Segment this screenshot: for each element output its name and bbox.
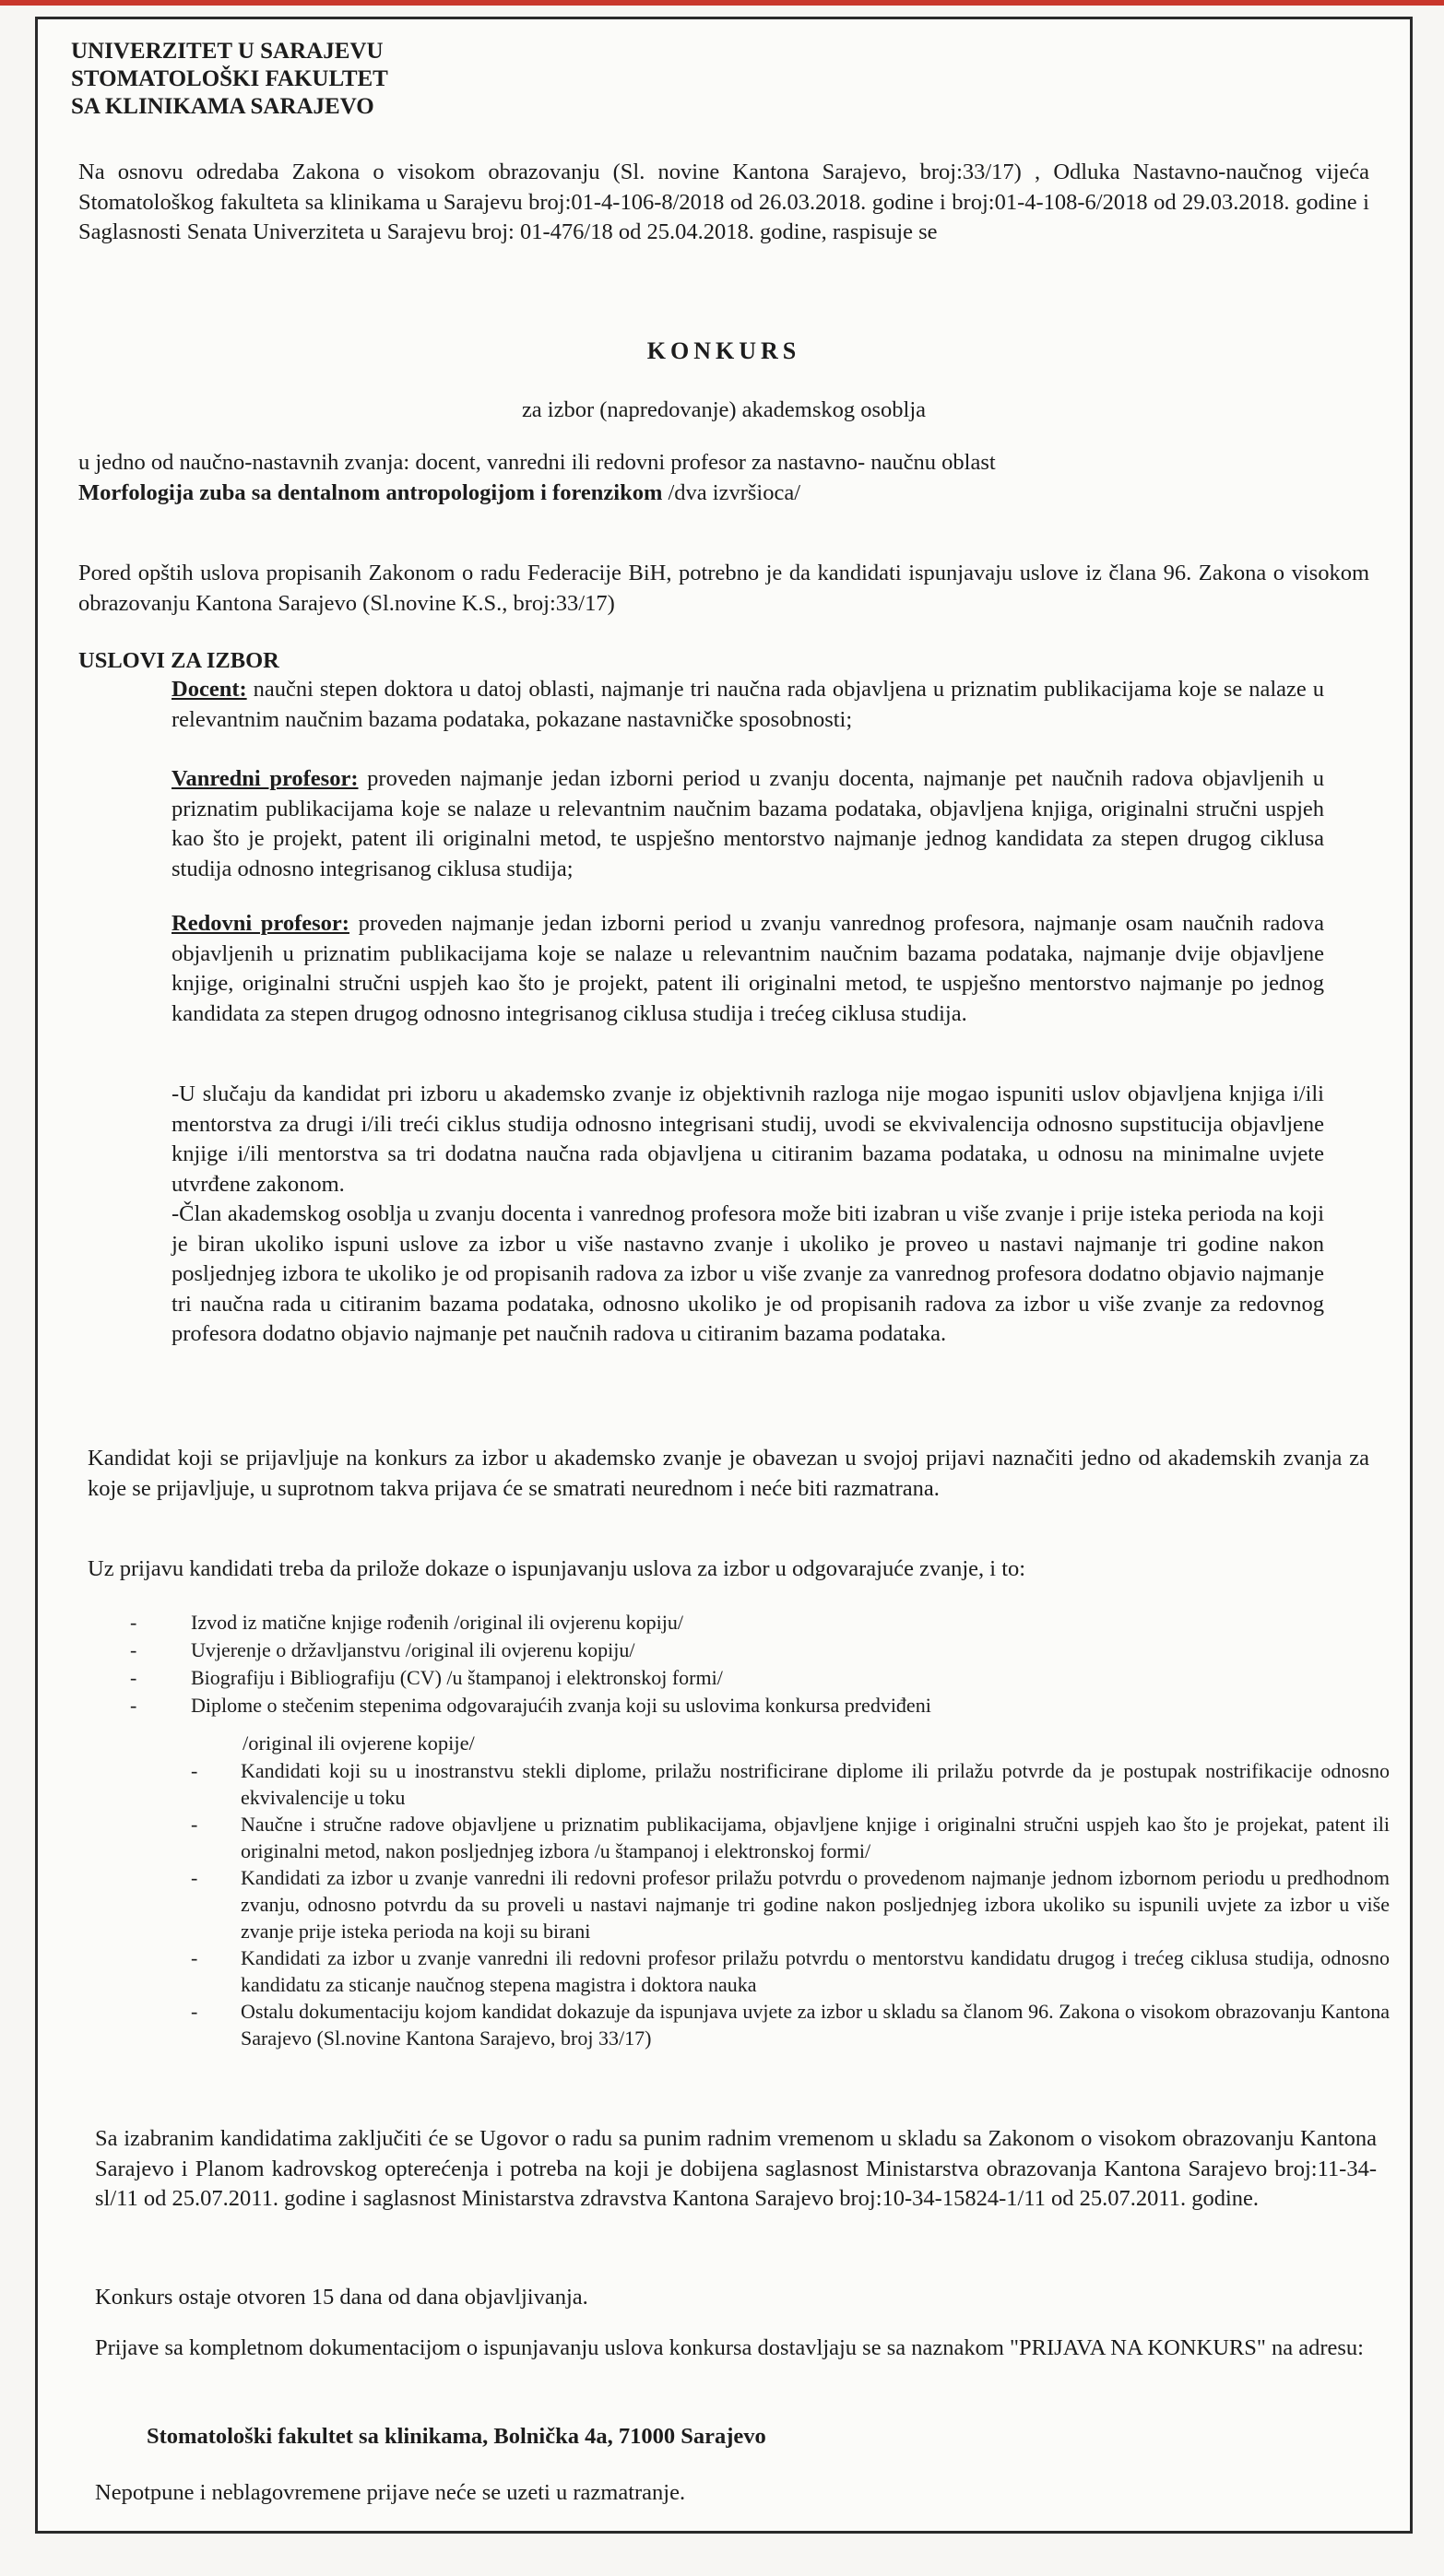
header-line-2: STOMATOLOŠKI FAKULTET xyxy=(71,66,388,91)
contract-note: Sa izabranim kandidatima zaključiti će se Ugovor o radu sa punim radnim vremenom u skladu sa Zakonom o visokom obrazovanju Kantona Sarajevo i Planom kadrovskog opterećenja i potreba na koji je dobijena saglasnost Ministarstva obrazovanja Kantona Sarajevo broj:11-34-sl/11 od 25.07.2011. godine i saglasnost Ministarstva zdravstva Kantona Sarajevo broj:10-34-15824-1/11 od 25.07.2011. godine. xyxy=(95,2126,1377,2211)
condition-docent xyxy=(172,675,1324,735)
condition-term: Redovni profesor: xyxy=(172,911,349,936)
header-line-3: SA KLINIKAMA SARAJEVO xyxy=(71,94,374,119)
list-item: - Uvjerenje o državljanstvu /original ili ovjerenu kopiju/ xyxy=(130,1638,635,1661)
field-suffix: /dva izvršioca/ xyxy=(668,479,801,505)
list-item: - Izvod iz matične knjige rođenih /original ili ovjerenu kopiju/ xyxy=(130,1611,683,1634)
notice-title: KONKURS xyxy=(646,337,801,364)
submission-address: Stomatološki fakultet sa klinikama, Bolnička 4a, 71000 Sarajevo xyxy=(147,2424,766,2449)
condition-vanredni xyxy=(172,764,1324,884)
general-conditions: Pored opštih uslova propisanih Zakonom o radu Federacije BiH, potrebno je da kandidati ispunjavaju uslove iz člana 96. Zakona o visokom obrazovanju Kantona Sarajevo (Sl.novine K.S., broj:33/17) xyxy=(78,561,1369,616)
documents-intro: Uz prijavu kandidati treba da prilože dokaze o ispunjavanju uslova za izbor u odgovarajuće zvanje, i to: xyxy=(88,1556,1026,1581)
notice-content xyxy=(38,19,1410,2531)
top-red-rule xyxy=(0,0,1444,6)
open-period: Konkurs ostaje otvoren 15 dana od dana objavljivanja. xyxy=(95,2285,588,2310)
header-line-1: UNIVERZITET U SARAJEVU xyxy=(71,39,384,64)
list-item: - Diplome o stečenim stepenima odgovarajućih zvanja koji su uslovima konkursa predviđeni xyxy=(130,1694,931,1717)
note-early-promotion: -Član akademskog osoblja u zvanju docenta i vanrednog profesora može biti izabran u više zvanje i prije isteka perioda na koji je biran ukoliko ispuni uslove za izbor u više nastavno zvanje i ukoliko je proveo u nastavi najmanje tri godine nakon posljednjeg izbora te ukoliko je od propisanih radova za izbor u više zvanje za vanrednog profesora dodatno objavio najmanje tri naučna rada u citiranim bazama podataka, odnosno ukoliko je od propisanih radova za izbor u više zvanje za redovnog profesora dodatno objavio najmanje pet naučnih radova u citiranim bazama podataka. xyxy=(172,1201,1324,1346)
submission-paragraph: Prijave sa kompletnom dokumentacijom o ispunjavanju uslova konkursa dostavljaju se sa naznakom "PRIJAVA NA KONKURS" na adresu: xyxy=(95,2335,1364,2360)
position-line: u jedno od naučno-nastavnih zvanja: docent, vanredni ili redovni profesor za nastavno- naučnu oblast xyxy=(78,450,996,475)
documents-list xyxy=(130,1609,1329,1719)
notice-subtitle: za izbor (napredovanje) akademskog osoblja xyxy=(521,397,927,422)
closing-note: Nepotpune i neblagovremene prijave neće se uzeti u razmatranje. xyxy=(95,2480,686,2505)
list-item: - Kandidati za izbor u zvanje vanredni ili redovni profesor prilažu potvrdu o provedenom najmanje jednom izbornom periodu u predhodnom zvanju, odnosno potvrdu da su proveli u nastavi najmanje tri godine nakon posljednjeg izbora ukoliko su ispunili uvjete za izbor u više zvanje prije isteka perioda na koji su birani xyxy=(191,1866,1390,1943)
list-item: - Ostalu dokumentaciju kojom kandidat dokazuje da ispunjava uvjete za izbor u skladu sa članom 96. Zakona o visokom obrazovanju Kantona Sarajevo (Sl.novine Kantona Sarajevo, broj 33/17) xyxy=(191,2000,1390,2050)
documents-list-additional xyxy=(191,1757,1390,2051)
notice-frame xyxy=(35,17,1413,2534)
position-paragraph xyxy=(78,448,1369,508)
list-item: - Naučne i stručne radove objavljene u priznatim publikacijama, objavljene knjige i originalni stručni uspjeh kao što je projekat, patent ili originalni metod, nakon posljednjeg izbora /u štampanoj i elektronskoj formi/ xyxy=(191,1813,1390,1862)
intro-paragraph: Na osnovu odredaba Zakona o visokom obrazovanju (Sl. novine Kantona Sarajevo, broj:33/17) , Odluka Nastavno-naučnog vijeća Stomatološkog fakulteta sa klinikama u Sarajevu broj:01-4-106-8/2018 od 26.03.2018. godine i broj:01-4-108-6/2018 od 29.03.2018. godine i Saglasnosti Senata Univerziteta u Sarajevu broj: 01-476/18 od 25.04.2018. godine, raspisuje se xyxy=(78,160,1369,244)
condition-text: proveden najmanje jedan izborni period u zvanju vanrednog profesora, najmanje osam naučnih radova objavljenih u priznatim publikacijama koje se nalaze u relevantnim naučnim bazama podataka, najmanje dvije objavljene knjige, originalni stručni uspjeh kao što je projekt, patent ili originalni metod, te uspješno mentorstvo najmanje po jednog kandidata za stepen drugog odnosno integrisanog ciklusa studija i trećeg ciklusa studija. xyxy=(172,911,1324,1026)
condition-term: Docent: xyxy=(172,677,247,702)
condition-term: Vanredni profesor: xyxy=(172,766,359,791)
documents-list-continuation: /original ili ovjerene kopije/ xyxy=(243,1731,475,1755)
list-item: - Kandidati za izbor u zvanje vanredni ili redovni profesor prilažu potvrdu o mentorstvu kandidatu drugog i trećeg ciklusa studija, odnosno kandidatu za sticanje naučnog stepena magistra i doktora nauka xyxy=(191,1946,1390,1996)
field-name: Morfologija zuba sa dentalnom antropologijom i forenzikom xyxy=(78,479,663,505)
list-item: - Biografiju i Bibliografiju (CV) /u štampanoj i elektronskoj formi/ xyxy=(130,1666,723,1689)
note-equivalence: -U slučaju da kandidat pri izboru u akademsko zvanje iz objektivnih razloga nije mogao ispuniti uslov objavljena knjiga i/ili mentorstva za drugi i/ili treći ciklus studija odnosno integrisani studij, uvodi se ekvivalencija odnosno supstitucija objavljene knjige i/ili mentorstva sa tri dodatna naučna rada objavljena u citiranim bazama podataka, u odnosu na minimalne uvjete utvrđene zakonom. xyxy=(172,1081,1324,1197)
institution-header xyxy=(71,38,388,121)
condition-text: proveden najmanje jedan izborni period u zvanju docenta, najmanje pet naučnih radova objavljenih u priznatim publikacijama koje se nalaze u relevantnim naučnim bazama podataka, objavljena knjiga, originalni stručni uspjeh kao što je projekt, patent ili originalni metod, te uspješno mentorstvo najmanje jednog kandidata za stepen drugog ciklusa studija odnosno integrisanog ciklusa studija; xyxy=(172,766,1324,881)
condition-text: naučni stepen doktora u datoj oblasti, najmanje tri naučna rada objavljena u priznatim publikacijama koje se nalaze u relevantnim naučnim bazama podataka, pokazane nastavničke sposobnosti; xyxy=(172,677,1324,732)
list-item: - Kandidati koji su u inostranstvu stekli diplome, prilažu nostrificirane diplome ili prilažu potvrde da je postupak nostrifikacije odnosno ekvivalencije u toku xyxy=(191,1759,1390,1809)
condition-redovni xyxy=(172,909,1324,1029)
candidate-note: Kandidat koji se prijavljuje na konkurs za izbor u akademsko zvanje je obavezan u svojoj prijavi naznačiti jedno od akademskih zvanja za koje se prijavljuje, u suprotnom takva prijava će se smatrati neurednom i neće biti razmatrana. xyxy=(88,1446,1369,1501)
conditions-heading: USLOVI ZA IZBOR xyxy=(78,648,279,673)
